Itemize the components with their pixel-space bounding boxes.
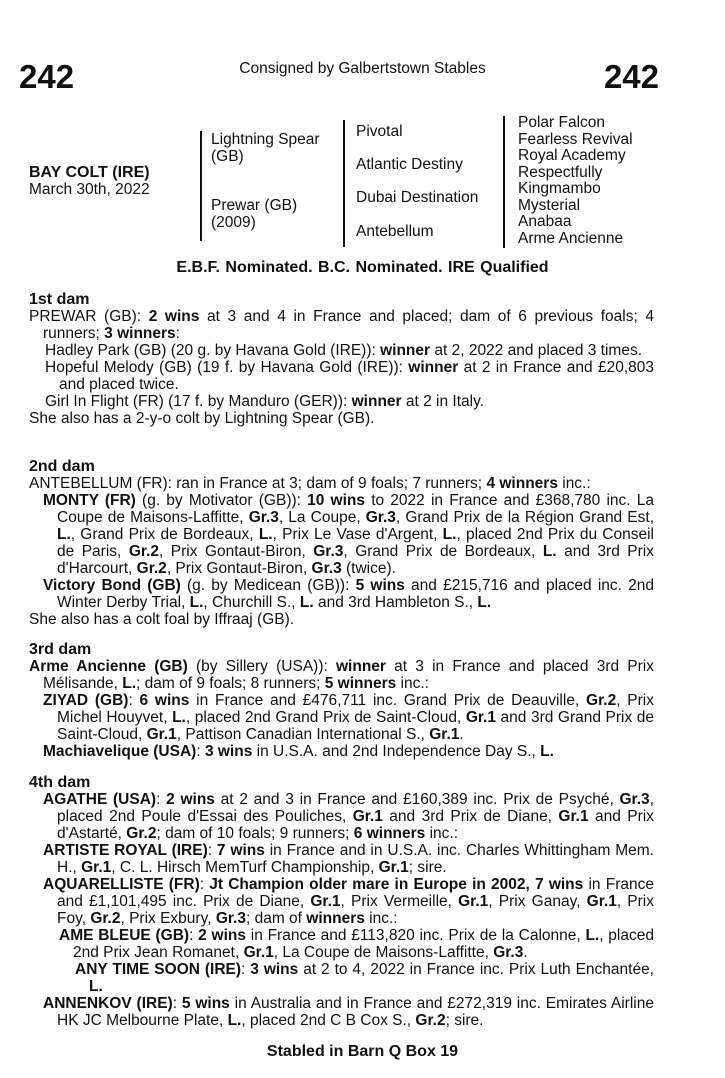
progeny-paragraph: Victory Bond (GB) (g. by Medicean (GB)): 5 wins and £215,716 and placed inc. 2nd Winter Derby Trial, L., Churchill S., L. and 3rd Hambleton S., L.: [43, 577, 654, 611]
pedigree-bracket-2: [343, 120, 345, 247]
dam-section-4: [29, 774, 654, 1029]
progeny-paragraph: Hadley Park (GB) (20 g. by Havana Gold (IRE)): winner at 2, 2022 and placed 3 times.: [45, 342, 643, 359]
progeny-paragraph: Girl In Flight (FR) (17 f. by Manduro (GER)): winner at 2 in Italy.: [45, 393, 484, 410]
pedigree-gen2-sire-dam: Atlantic Destiny: [356, 156, 463, 173]
pedigree-gen2-dam-sire: Dubai Destination: [356, 189, 479, 206]
section-heading: 2nd dam: [29, 458, 95, 475]
section-heading: 4th dam: [29, 774, 91, 791]
progeny-paragraph: ANY TIME SOON (IRE): 3 wins at 2 to 4, 2022 in France inc. Prix Luth Enchantée, L.: [75, 961, 654, 995]
pedigree-gen2-sire-sire: Pivotal: [356, 123, 403, 140]
section-heading: 3rd dam: [29, 641, 92, 658]
horse-title: BAY COLT (IRE): [29, 164, 150, 181]
dam-paragraph: PREWAR (GB): 2 wins at 3 and 4 in France and placed; dam of 6 previous foals; 4 runners; 3 winners:: [29, 308, 654, 342]
pedigree-gen3-item: Arme Ancienne: [518, 229, 624, 247]
dam-section-3: [29, 641, 654, 760]
section-heading: 1st dam: [29, 291, 90, 308]
progeny-paragraph: ARTISTE ROYAL (IRE): 7 wins in France and in U.S.A. inc. Charles Whittingham Mem. H., Gr.1, C. L. Hirsch MemTurf Championship, Gr.1; sire.: [43, 842, 654, 876]
nominations-line: E.B.F. Nominated. B.C. Nominated. IRE Qualified: [176, 259, 549, 276]
lot-number-left: 242: [19, 58, 75, 95]
dam-section-2: [29, 458, 654, 628]
dam-paragraph: ANTEBELLUM (FR): ran in France at 3; dam of 9 foals; 7 runners; 4 winners inc.:: [29, 475, 591, 492]
progeny-paragraph: ANNENKOV (IRE): 5 wins in Australia and in France and £272,319 inc. Emirates Airline HK JC Melbourne Plate, L., placed 2nd C B Cox S., Gr.2; sire.: [43, 995, 654, 1029]
progeny-paragraph: Hopeful Melody (GB) (19 f. by Havana Gold (IRE)): winner at 2 in France and £20,803 and placed twice.: [45, 359, 654, 393]
progeny-paragraph: Machiavelique (USA): 3 wins in U.S.A. and 2nd Independence Day S., L.: [43, 743, 554, 760]
pedigree-gen3-item: Fearless Revival: [518, 130, 633, 148]
pedigree-gen3-item: Kingmambo: [518, 180, 601, 197]
pedigree-gen3-item: Anabaa: [518, 213, 572, 230]
progeny-paragraph: ZIYAD (GB): 6 wins in France and £476,711 inc. Grand Prix de Deauville, Gr.2, Prix Michel Houyvet, L., placed 2nd Grand Prix de Saint-Cloud, Gr.1 and 3rd Grand Prix de Saint-Cloud, Gr.1, Pattison Canadian International S., Gr.1.: [43, 692, 655, 743]
horse-foaled: March 30th, 2022: [29, 181, 150, 198]
dam-paragraph: Arme Ancienne (GB) (by Sillery (USA)): winner at 3 in France and placed 3rd Prix Mélisande, L.; dam of 9 foals; 8 runners; 5 winners inc.:: [29, 658, 654, 692]
pedigree-gen2-dam-dam: Antebellum: [356, 223, 434, 240]
sire-name: Lightning Spear (GB): [211, 131, 320, 165]
dam-paragraph: AGATHE (USA): 2 wins at 2 and 3 in France and £160,389 inc. Prix de Psyché, Gr.3, placed 2nd Poule d'Essai des Pouliches, Gr.1 and 3rd Prix de Diane, Gr.1 and Prix d'Astarté, Gr.2; dam of 10 foals; 9 runners; 6 winners inc.:: [43, 791, 654, 842]
pedigree-gen3-list: [518, 115, 633, 247]
dam-section-1: [29, 291, 654, 427]
pedigree-bracket-3: [503, 116, 505, 248]
note-paragraph: She also has a 2-y-o colt by Lightning Spear (GB).: [29, 410, 375, 427]
consignor-line: Consigned by Galbertstown Stables: [239, 60, 486, 77]
pedigree-bracket-1: [200, 131, 202, 241]
pedigree-gen3-item: Mysterial: [518, 196, 581, 214]
dam-name: Prewar (GB) (2009): [211, 197, 298, 231]
pedigree-gen3-item: Royal Academy: [518, 147, 626, 164]
stabling-footer: Stabled in Barn Q Box 19: [266, 1043, 459, 1060]
progeny-paragraph: AME BLEUE (GB): 2 wins in France and £113,820 inc. Prix de la Calonne, L., placed 2nd Prix Jean Romanet, Gr.1, La Coupe de Maisons-Laffitte, Gr.3.: [59, 927, 654, 961]
progeny-paragraph: AQUARELLISTE (FR): Jt Champion older mare in Europe in 2002, 7 wins in France and £1,101,495 inc. Prix de Diane, Gr.1, Prix Vermeille, Gr.1, Prix Ganay, Gr.1, Prix Foy, Gr.2, Prix Exbury, Gr.3; dam of winners inc.:: [43, 876, 655, 927]
pedigree-gen3-item: Respectfully: [518, 163, 603, 181]
note-paragraph: She also has a colt foal by Iffraaj (GB).: [29, 611, 295, 628]
lot-number-right: 242: [603, 58, 659, 95]
pedigree-gen3-item: Polar Falcon: [518, 114, 606, 131]
progeny-paragraph: MONTY (FR) (g. by Motivator (GB)): 10 wins to 2022 in France and £368,780 inc. La Coupe de Maisons-Laffitte, Gr.3, La Coupe, Gr.3, Grand Prix de la Région Grand Est, L., Grand Prix de Bordeaux, L., Prix Le Vase d'Argent, L., placed 2nd Prix du Conseil de Paris, Gr.2, Prix Gontaut-Biron, Gr.3, Grand Prix de Bordeaux, L. and 3rd Prix d'Harcourt, Gr.2, Prix Gontaut-Biron, Gr.3 (twice).: [43, 492, 655, 577]
